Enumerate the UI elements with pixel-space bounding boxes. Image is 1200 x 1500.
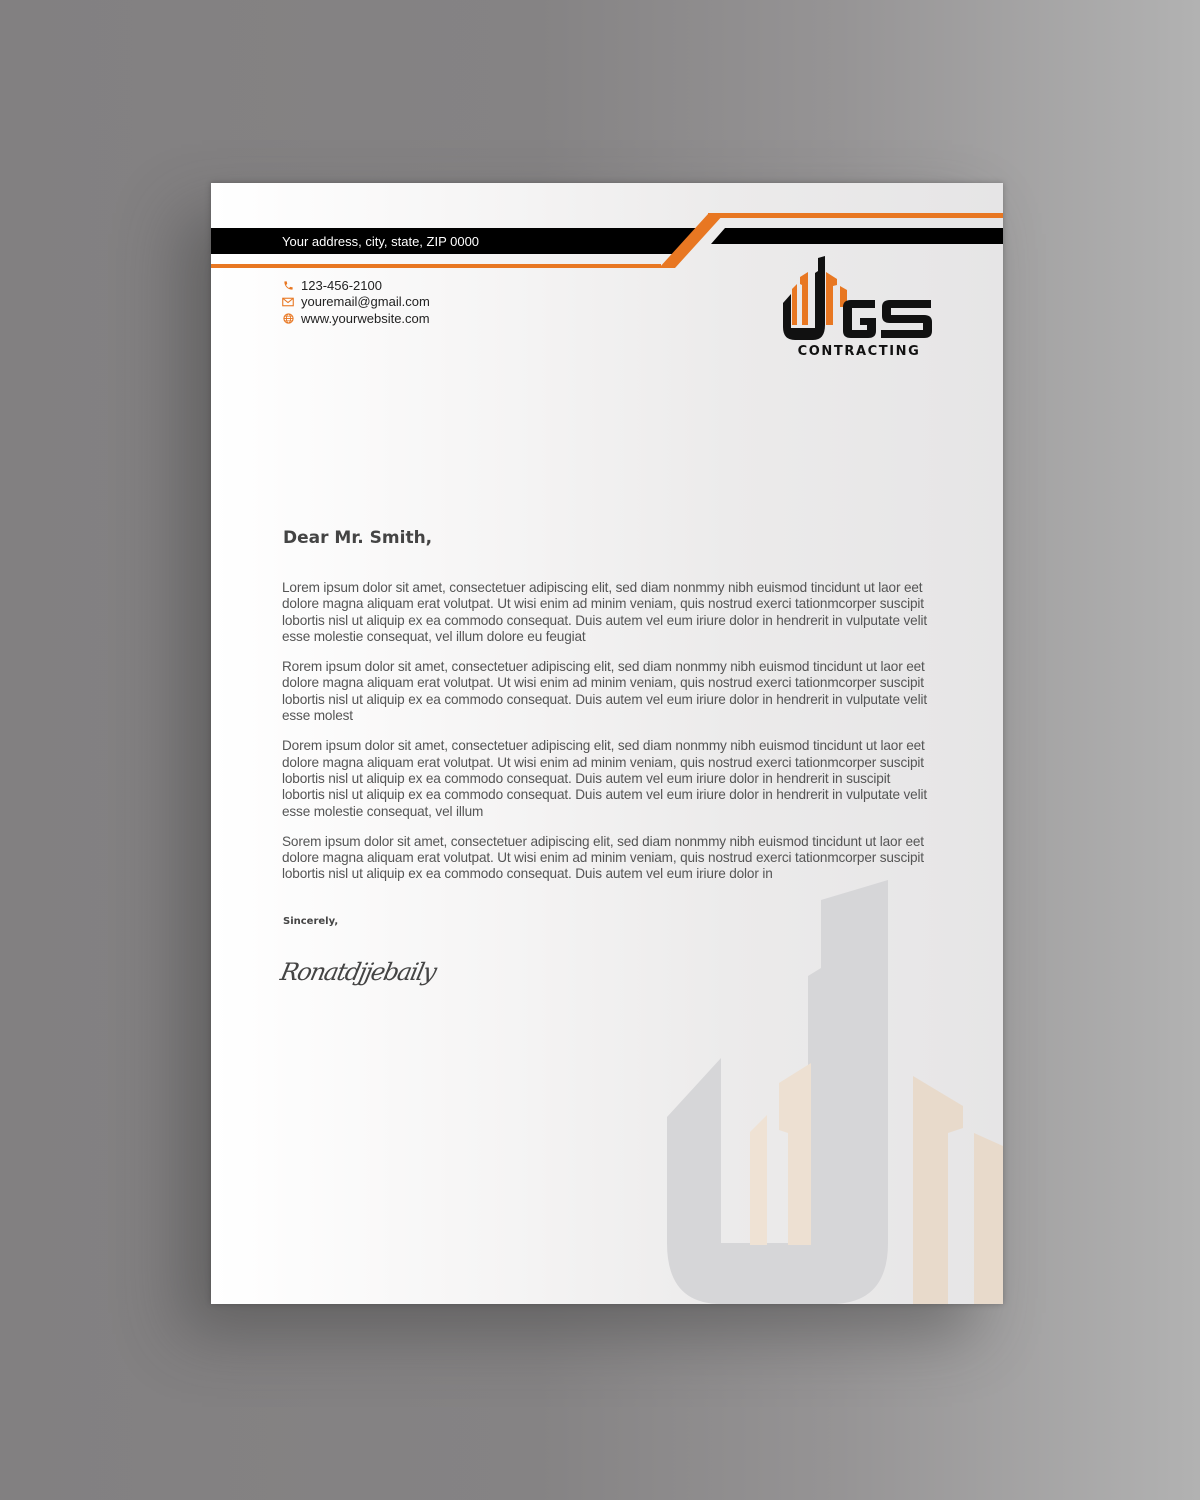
body-paragraph: Lorem ipsum dolor sit amet, consectetuer adipiscing elit, sed diam nonmmy nibh euismod tincidunt ut laor eet dolore magna aliquam erat volutpat. Ut wisi enim ad minim veniam, quis nostrud exerci tationmcorper suscipit lobortis nisl ut aliquip ex ea commodo consequat. Duis autem vel eum iriure dolor in hendrerit in vulputate velit esse molestie consequat, vel illum dolore eu feugiat: [282, 580, 927, 644]
email-address[interactable]: youremail@gmail.com: [301, 294, 430, 310]
phone-icon: [282, 279, 294, 291]
company-address: Your address, city, state, ZIP 0000: [282, 234, 480, 249]
logo-wordmark: CONTRACTING: [797, 344, 921, 359]
website-url[interactable]: www.yourwebsite.com: [301, 310, 430, 326]
letter-body: [282, 580, 932, 897]
contact-list: [282, 277, 430, 327]
body-paragraph: Rorem ipsum dolor sit amet, consectetuer adipiscing elit, sed diam nonmmy nibh euismod tincidunt ut laor eet dolore magna aliquam erat volutpat. Ut wisi enim ad minim veniam, quis nostrud exerci tationmcorper suscipit lobortis nisl ut aliquip ex ea commodo consequat. Duis autem vel eum iriure dolor in hendrerit in vulputate velit esse molest: [282, 659, 927, 724]
letterhead-page: [211, 183, 1003, 1304]
email-icon: [282, 296, 294, 308]
letter-closing: Sincerely,: [283, 916, 339, 927]
body-paragraph: Sorem ipsum dolor sit amet, consectetuer adipiscing elit, sed diam nonmmy nibh euismod tincidunt ut laor eet dolore magna aliquam erat volutpat. Ut wisi enim ad minim veniam, quis nostrud exerci tationmcorper suscipit lobortis nisl ut aliquip ex ea commodo consequat. Duis autem vel eum iriure dolor in: [282, 833, 924, 882]
company-logo: [781, 255, 937, 367]
contact-website: [282, 310, 430, 327]
signature: Ronatdjjebaily: [278, 958, 438, 986]
letter-greeting: Dear Mr. Smith,: [283, 528, 433, 548]
phone-number[interactable]: 123-456-2100: [301, 277, 382, 293]
building-monogram-icon: [781, 255, 937, 345]
contact-phone: [282, 277, 430, 294]
body-paragraph: Dorem ipsum dolor sit amet, consectetuer adipiscing elit, sed diam nonmmy nibh euismod tincidunt ut laor eet dolore magna aliquam erat volutpat. Ut wisi enim ad minim veniam, quis nostrud exerci tationmcorper suscipit lobortis nisl ut aliquip ex ea commodo consequat. Duis autem vel eum iriure dolor in hendrerit in suscipit lobortis nisl ut aliquip ex ea commodo consequat. Duis autem vel eum iriure dolor in hendrerit in vulputate velit esse molestie consequat, vel illum: [282, 738, 927, 819]
contact-email: [282, 294, 430, 311]
globe-icon: [282, 312, 294, 324]
